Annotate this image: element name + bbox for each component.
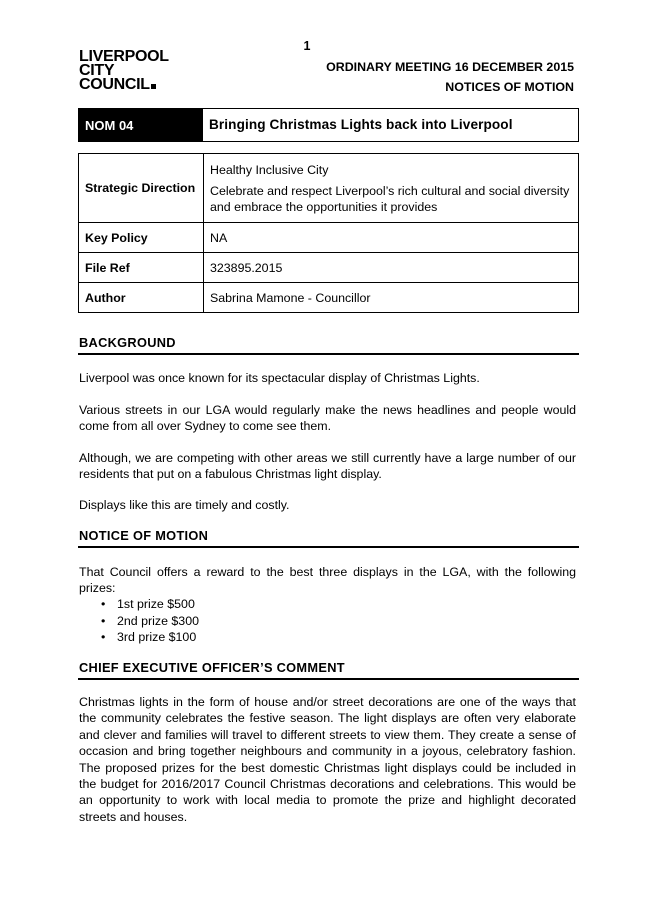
list-item	[79, 629, 199, 646]
strategic-direction-label: Strategic Direction	[79, 154, 204, 223]
logo-line-3	[79, 78, 169, 92]
list-item	[79, 596, 199, 613]
notice-intro: That Council offers a reward to the best three displays in the LGA, with the following prizes:	[79, 565, 576, 596]
strategic-direction-line-1: Healthy Inclusive City	[210, 162, 329, 177]
prize-text: 3rd prize $100	[117, 630, 197, 644]
author-label: Author	[79, 283, 204, 313]
table-row	[79, 154, 579, 223]
meeting-title: ORDINARY MEETING 16 DECEMBER 2015	[326, 60, 574, 74]
notice-divider	[78, 546, 579, 548]
table-row	[79, 283, 579, 313]
notice-heading: NOTICE OF MOTION	[79, 528, 209, 543]
bullet-icon: •	[101, 613, 106, 628]
background-paragraph-2: Various streets in our LGA would regularly make the news headlines and people would come from all over Sydney to come see them.	[79, 403, 576, 434]
details-table	[78, 153, 579, 313]
bullet-icon: •	[101, 597, 106, 611]
logo-dot-icon	[151, 84, 156, 89]
ceo-comment-divider	[78, 678, 579, 680]
council-logo	[79, 50, 169, 92]
logo-line-2: CITY	[79, 62, 115, 79]
background-paragraph-4: Displays like this are timely and costly.	[79, 498, 290, 512]
background-paragraph-3: Although, we are competing with other areas we still currently have a large number of our residents that put on a fabulous Christmas light display.	[79, 451, 576, 482]
author-value: Sabrina Mamone - Councillor	[204, 283, 579, 313]
bullet-icon: •	[101, 630, 106, 644]
file-ref-value: 323895.2015	[204, 253, 579, 283]
logo-line-1: LIVERPOOL	[79, 48, 169, 65]
key-policy-label: Key Policy	[79, 223, 204, 253]
background-heading: BACKGROUND	[79, 335, 176, 350]
logo-line-3-text: COUNCIL	[79, 76, 150, 93]
page-number: 1	[303, 39, 311, 53]
prize-text: 2nd prize $300	[117, 613, 199, 628]
ceo-comment-body: Christmas lights in the form of house and/or street decorations are one of the ways that the community celebrates the festive season. The light displays are often very elaborate and clever and families will travel to different streets to view them. They create a sense of occasion and bring together neighbours and community in a joyous, celebratory fashion. The proposed prizes for the best domestic Christmas light displays could be included in the budget for 2016/2017 Council Christmas decorations and celebrations. This would be an opportunity to work with local media to promote the prize and highlight decorated streets and houses.	[79, 695, 576, 824]
list-item	[79, 613, 199, 630]
motion-code: NOM 04	[79, 109, 203, 141]
strategic-direction-value	[204, 154, 579, 223]
table-row	[79, 223, 579, 253]
table-row	[79, 253, 579, 283]
key-policy-value: NA	[204, 223, 579, 253]
background-paragraph-1: Liverpool was once known for its spectacular display of Christmas Lights.	[79, 371, 480, 385]
background-divider	[78, 353, 579, 355]
ceo-comment-heading: CHIEF EXECUTIVE OFFICER’S COMMENT	[79, 660, 345, 675]
motion-title-box	[78, 108, 579, 142]
section-title: NOTICES OF MOTION	[445, 80, 574, 94]
prize-text: 1st prize $500	[117, 597, 195, 611]
strategic-direction-line-2: Celebrate and respect Liverpool’s rich cultural and social diversity and embrace the opportunities it provides	[210, 183, 570, 214]
file-ref-label: File Ref	[79, 253, 204, 283]
motion-title: Bringing Christmas Lights back into Liverpool	[209, 117, 513, 132]
prize-list	[79, 596, 199, 646]
